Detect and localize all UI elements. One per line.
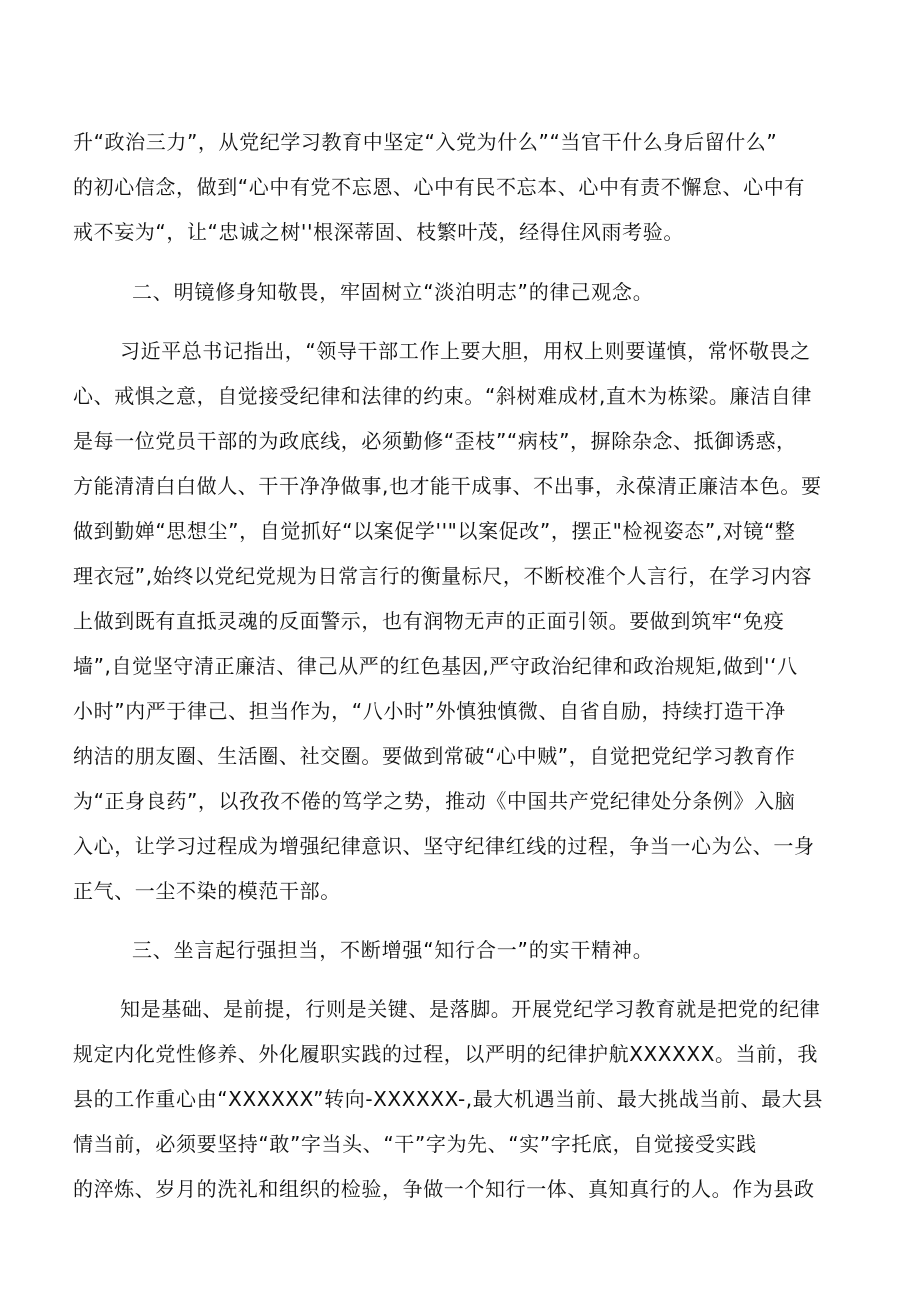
paragraph-1-line-2: 的初心信念，做到“心中有党不忘恩、心中有民不忘本、心中有责不懈怠、心中有: [73, 175, 805, 199]
paragraph-3-line-5: 的淬炼、岁月的洗礼和组织的检验，争做一个知行一体、真知真行的人。作为县政: [73, 1177, 815, 1201]
paragraph-3-line-3: 县的工作重心由“XXXXXX”转向-XXXXXX-,最大机遇当前、最大挑战当前、最大县: [73, 1087, 823, 1111]
paragraph-3-line-2: 规定内化党性修养、外化履职实践的过程，以严明的纪律护航XXXXXX。当前，我: [73, 1042, 819, 1066]
paragraph-2-line-13: 正气、一尘不染的模范干部。: [73, 879, 341, 903]
paragraph-2-line-1: 习近平总书记指出，“领导干部工作上要大胆，用权上则要谨慎，常怀敬畏之: [120, 339, 811, 363]
paragraph-2-line-5: 做到勤婵“思想尘”，自觉抓好“以案促学''"以案促改”，摆正"检视姿态”,对镜“整: [73, 519, 796, 543]
paragraph-2-line-3: 是每一位党员干部的为政底线，必须勤修“歪枝”“病枝”，摒除杂念、抵御诱惑，: [73, 429, 797, 453]
paragraph-1-line-1: 升“政治三力”，从党纪学习教育中坚定“入党为什么”“当官干什么身后留什么”: [73, 130, 778, 154]
paragraph-2-line-9: 小时”内严于律己、担当作为，“八小时”外慎独慎微、自省自励，持续打造干净: [73, 699, 786, 723]
paragraph-2-line-11: 为“正身良药”，以孜孜不倦的笃学之势，推动《中国共产党纪律处分条例》入脑: [73, 789, 796, 813]
section-heading-2: 二、明镜修身知敬畏，牢固树立“淡泊明志”的律己观念。: [132, 280, 654, 304]
paragraph-2-line-10: 纳洁的朋友圈、生活圈、社交圈。要做到常破“心中贼”，自觉把党纪学习教育作: [73, 744, 796, 768]
section-heading-3: 三、坐言起行强担当，不断增强“知行合一”的实干精神。: [132, 938, 654, 962]
paragraph-2-line-8: 墙”,自觉坚守清正廉洁、律己从严的红色基因,严守政治纪律和政治规矩,做到'‘八: [73, 654, 798, 678]
paragraph-1-line-3: 戒不妄为“，让“忠诚之树''根深蒂固、枝繁叶茂，经得住风雨考验。: [73, 220, 684, 244]
paragraph-2-line-12: 入心，让学习过程成为增强纪律意识、坚守纪律红线的过程，争当一心为公、一身: [73, 834, 815, 858]
paragraph-2-line-2: 心、戒惧之意，自觉接受纪律和法律的约束。“斜树难成材,直木为栋梁。廉洁自律: [73, 384, 812, 408]
paragraph-2-line-6: 理衣冠”,始终以党纪党规为日常言行的衡量标尺，不断校准个人言行，在学习内容: [73, 564, 812, 588]
paragraph-3-line-4: 情当前，必须要坚持“敢”字当头、“干”字为先、“实”字托底，自觉接受实践: [73, 1132, 757, 1156]
paragraph-2-line-4: 方能清清白白做人、干干净净做事,也才能干成事、不出事，永葆清正廉洁本色。要: [73, 474, 822, 498]
paragraph-3-line-1: 知是基础、是前提，行则是关键、是落脚。开展党纪学习教育就是把党的纪律: [120, 997, 821, 1021]
paragraph-2-line-7: 上做到既有直抵灵魂的反面警示，也有润物无声的正面引领。要做到筑牢“免疫: [73, 609, 785, 633]
